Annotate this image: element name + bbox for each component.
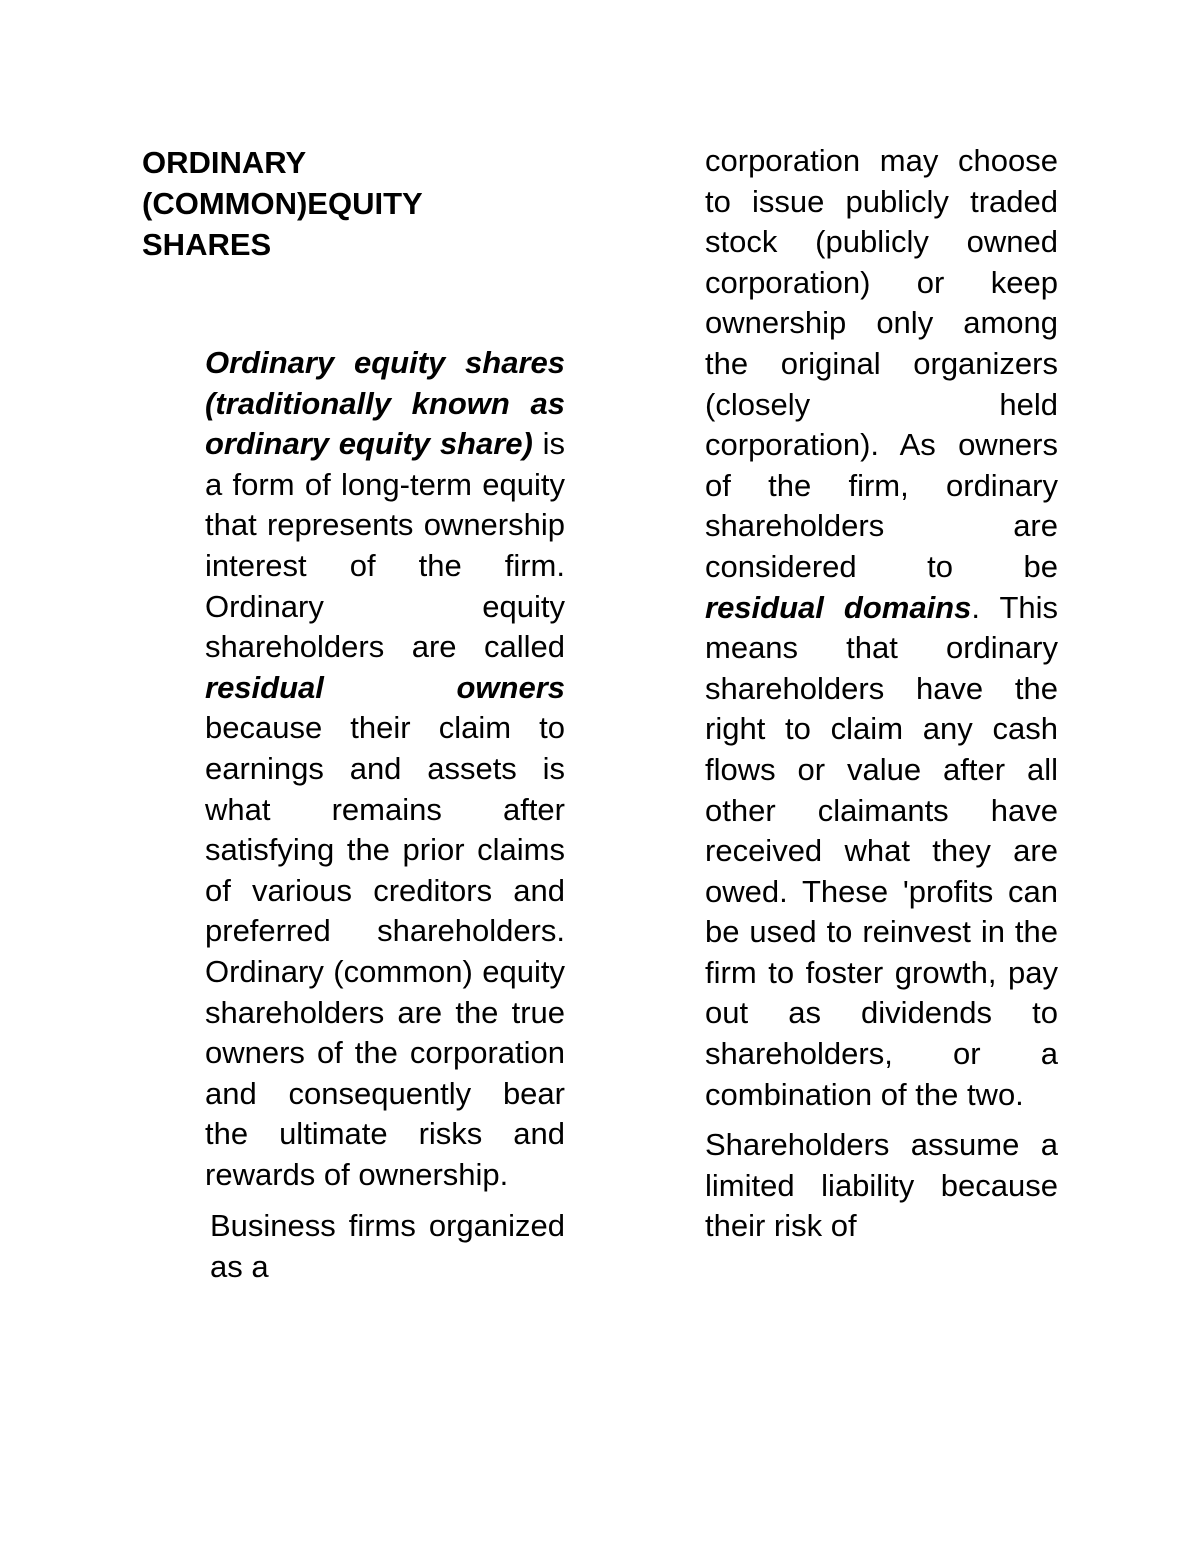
definition-paragraph xyxy=(205,343,565,1195)
residual-owners-term: residual owners xyxy=(205,669,565,705)
residual-domains-term: residual domains xyxy=(705,589,972,625)
title-line-2: (COMMON)EQUITY xyxy=(142,186,423,221)
definition-text-2: because their claim to earnings and assets is what remains after satisfying the prior claims of various creditors and preferred shareholders. Ordinary (common) equity shareholders are the true owners of the corporation and consequently bear the ultimate risks and rewards of ownership. xyxy=(205,710,565,1192)
corporation-text-1: corporation may choose to issue publicly traded stock (publicly owned corporation) or keep ownership only among the original organizers (closely held corporation). As owners of the firm, ordinary shareholders are considered to be xyxy=(705,143,1058,584)
definition-text-1: is a form of long-term equity that represents ownership interest of the firm. Ordinary equity shareholders are called xyxy=(205,426,566,665)
title-line-1: ORDINARY xyxy=(142,145,307,180)
corporation-text-2: . This means that ordinary shareholders have the right to claim any cash flows or value after all other claimants have received what they are owed. These 'profits can be used to reinvest in the firm to foster growth, pay out as dividends to shareholders, or a combination of the two. xyxy=(705,589,1059,1112)
right-column xyxy=(705,141,1058,1247)
left-column xyxy=(205,343,565,1288)
document-title xyxy=(142,142,542,265)
corporation-paragraph xyxy=(705,141,1058,1115)
title-line-3: SHARES xyxy=(142,227,272,262)
limited-liability-paragraph: Shareholders assume a limited liability because their risk of xyxy=(705,1127,1058,1244)
ordinary-equity-term: Ordinary equity shares (traditionally known as ordinary equity share) xyxy=(205,345,565,462)
business-firms-paragraph: Business firms organized as a xyxy=(210,1208,565,1285)
